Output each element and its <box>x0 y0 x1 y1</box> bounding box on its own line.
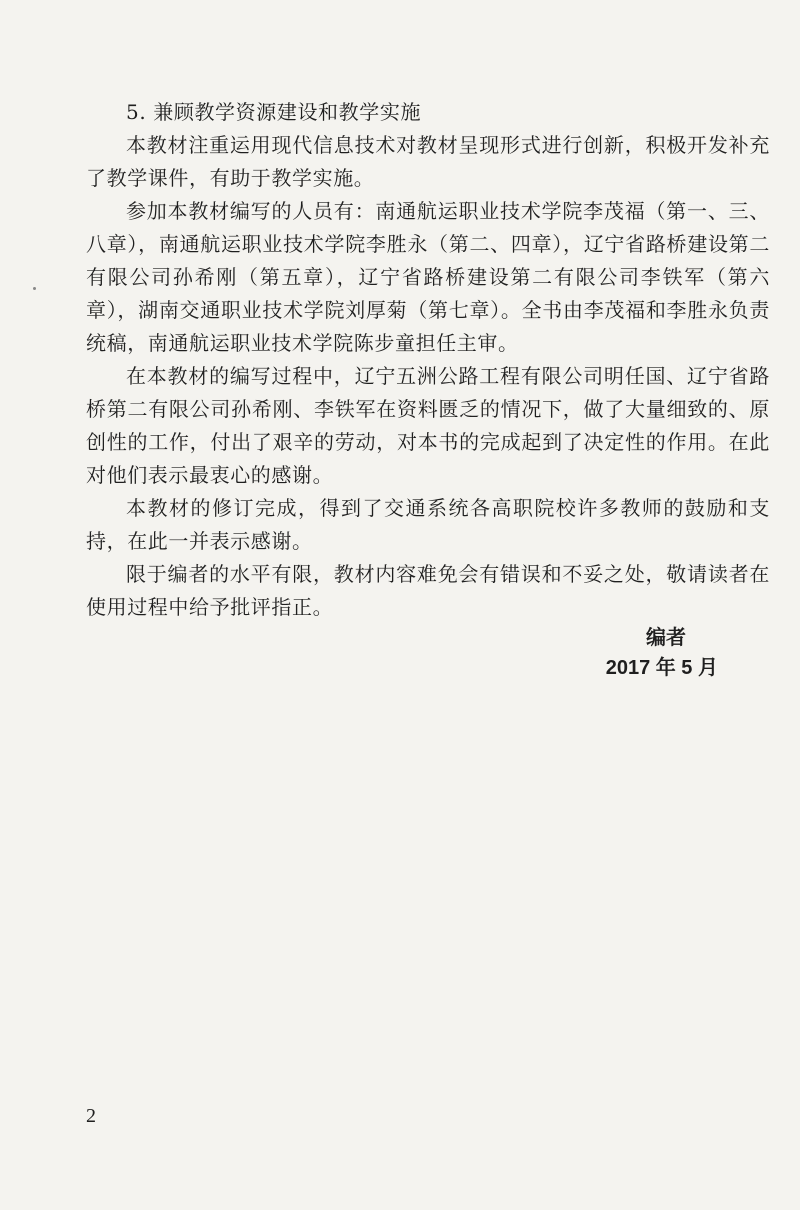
paragraph-revision-thanks: 本教材的修订完成，得到了交通系统各高职院校许多教师的鼓励和支持，在此一并表示感谢。 <box>86 496 770 553</box>
speck <box>33 287 36 290</box>
signature-date: 2017 年 5 月 <box>605 657 718 679</box>
paragraph-authors: 参加本教材编写的人员有：南通航运职业技术学院李茂福（第一、三、八章），南通航运职业技术学院李胜永（第二、四章），辽宁省路桥建设第二有限公司孙希刚（第五章），辽宁省路桥建设第二有限公司李铁军（第六章），湖南交通职业技术学院刘厚菊（第七章）。全书由李茂福和李胜永负责统稿，南通航运职业技术学院陈步童担任主审。 <box>86 199 770 355</box>
page-number: 2 <box>86 1105 96 1127</box>
section-heading-5: 5. 兼顾教学资源建设和教学实施 <box>126 100 422 124</box>
preface-body <box>86 96 770 624</box>
paragraph-errata-request: 限于编者的水平有限，教材内容难免会有错误和不妥之处，敬请读者在使用过程中给予批评指正。 <box>86 562 770 619</box>
signature-editor: 编者 <box>646 627 686 649</box>
paragraph-acknowledgement: 在本教材的编写过程中，辽宁五洲公路工程有限公司明任国、辽宁省路桥第二有限公司孙希刚、李铁军在资料匮乏的情况下，做了大量细致的、原创性的工作，付出了艰辛的劳动，对本书的完成起到了决定性的作用。在此对他们表示最衷心的感谢。 <box>86 364 770 487</box>
paragraph-courseware: 本教材注重运用现代信息技术对教材呈现形式进行创新，积极开发补充了教学课件，有助于教学实施。 <box>86 133 770 190</box>
